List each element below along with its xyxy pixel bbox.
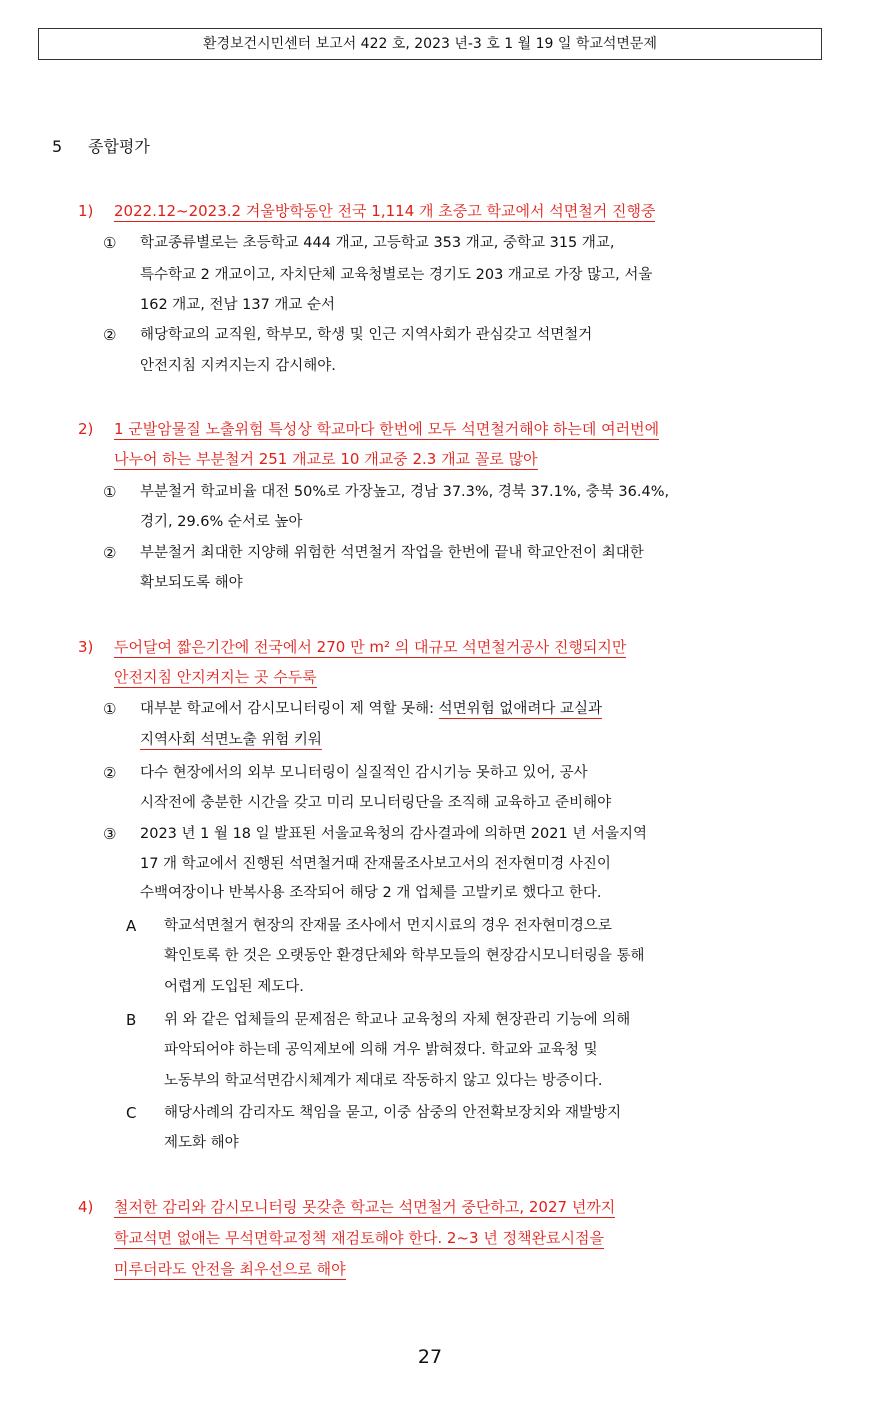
item-3-sub-1-line: [140, 728, 322, 752]
item-3-letter-b-line: 위 와 같은 업체들의 문제점은 학교나 교육청의 자체 현장관리 기능에 의해: [164, 1012, 631, 1028]
item-3-sub-3-line: 17 개 학교에서 진행된 석면철거때 잔재물조사보고서의 전자현미경 사진이: [140, 856, 611, 872]
item-2-sub-2-marker: ②: [103, 544, 117, 562]
section-heading: [52, 136, 150, 158]
item-3-sub-1-line: [140, 697, 602, 721]
item-3-letter-a-line: 확인토록 한 것은 오랫동안 환경단체와 학부모들의 현장감시모니터링을 통해: [164, 948, 645, 964]
item-3-headline-line: 안전지침 안지켜지는 곳 수두룩: [114, 668, 317, 686]
item-2-sub-2-line: 확보되도록 해야: [140, 575, 243, 591]
item-1-sub-2-line: 해당학교의 교직원, 학부모, 학생 및 인근 지역사회가 관심갖고 석면철거: [140, 327, 593, 343]
item-2-sub-2-line: 부분철거 최대한 지양해 위험한 석면철거 작업을 한번에 끝내 학교안전이 최대한: [140, 545, 644, 561]
item-3-sub-1-text: 대부분 학교에서 감시모니터링이 제 역할 못해:: [140, 701, 439, 717]
item-2-number: 2): [78, 420, 94, 438]
item-4-headline: [114, 1257, 346, 1281]
item-3-letter-a-line: 어렵게 도입된 제도다.: [164, 979, 304, 995]
item-1-headline: [114, 199, 655, 223]
item-4-number: 4): [78, 1198, 94, 1216]
item-4-headline: [114, 1226, 604, 1250]
item-2-headline: [114, 447, 538, 471]
report-header-title: 환경보건시민센터 보고서 422 호, 2023 년-3 호 1 월 19 일 학교석면문제: [203, 36, 657, 52]
section-title: 종합평가: [88, 137, 150, 156]
item-3-sub-2-line: 시작전에 충분한 시간을 갖고 미리 모니터링단을 조직해 교육하고 준비해야: [140, 795, 612, 811]
item-2-headline-line: 나누어 하는 부분철거 251 개교로 10 개교중 2.3 개교 꼴로 많아: [114, 450, 538, 468]
item-3-sub-2-marker: ②: [103, 764, 117, 782]
item-3-letter-b-line: 파악되어야 하는데 공익제보에 의해 겨우 밝혀졌다. 학교와 교육청 및: [164, 1042, 598, 1058]
item-2-headline-line: 1 군발암물질 노출위험 특성상 학교마다 한번에 모두 석면철거해야 하는데 여러번에: [114, 420, 660, 438]
item-4-headline-line: 학교석면 없애는 무석면학교정책 재검토해야 한다. 2~3 년 정책완료시점을: [114, 1229, 605, 1247]
page-number: 27: [417, 1346, 443, 1368]
item-3-letter-b-line: 노동부의 학교석면감시체계가 제대로 작동하지 않고 있다는 방증이다.: [164, 1073, 603, 1089]
item-4-headline-line: 철저한 감리와 감시모니터링 못갖춘 학교는 석면철거 중단하고, 2027 년까지: [114, 1198, 616, 1216]
item-3-sub-3-line: 2023 년 1 월 18 일 발표된 서울교육청의 감사결과에 의하면 2021 년 서울지역: [140, 826, 647, 842]
item-1-number: 1): [78, 202, 94, 220]
item-3-number: 3): [78, 638, 94, 656]
item-3-headline: [114, 665, 317, 689]
item-3-letter-b-marker: B: [126, 1011, 137, 1029]
item-3-letter-c-line: 해당사례의 감리자도 책임을 묻고, 이중 삼중의 안전확보장치와 재발방지: [164, 1105, 622, 1121]
item-3-letter-c-marker: C: [126, 1104, 137, 1122]
item-3-letter-c-line: 제도화 해야: [164, 1135, 239, 1151]
item-2-sub-1-line: 경기, 29.6% 순서로 높아: [140, 514, 303, 530]
item-3-letter-a-line: 학교석면철거 현장의 잔재물 조사에서 먼지시료의 경우 전자현미경으로: [164, 918, 612, 934]
item-1-sub-1-line: 특수학교 2 개교이고, 자치단체 교육청별로는 경기도 203 개교로 가장 많고, 서울: [140, 267, 653, 283]
item-1-sub-2-marker: ②: [103, 326, 117, 344]
item-2-sub-1-marker: ①: [103, 483, 117, 501]
section-number: 5: [52, 137, 63, 156]
report-header: [38, 28, 822, 60]
item-2-sub-1-line: 부분철거 학교비율 대전 50%로 가장높고, 경남 37.3%, 경북 37.1%, 충북 36.4%,: [140, 484, 670, 500]
item-3-letter-a-marker: A: [126, 917, 137, 935]
item-1-sub-1-marker: ①: [103, 234, 117, 252]
item-3-sub-1-marker: ①: [103, 700, 117, 718]
item-2-headline: [114, 417, 659, 441]
item-1-sub-1-line: 학교종류별로는 초등학교 444 개교, 고등학교 353 개교, 중학교 315 개교,: [140, 235, 615, 251]
item-4-headline-line: 미루더라도 안전을 최우선으로 해야: [114, 1260, 346, 1278]
item-3-sub-3-line: 수백여장이나 반복사용 조작되어 해당 2 개 업체를 고발키로 했다고 한다.: [140, 885, 602, 901]
item-3-sub-2-line: 다수 현장에서의 외부 모니터링이 실질적인 감시기능 못하고 있어, 공사: [140, 765, 588, 781]
item-1-sub-1-line: 162 개교, 전남 137 개교 순서: [140, 297, 336, 313]
item-3-sub-3-marker: ③: [103, 825, 117, 843]
item-4-headline: [114, 1195, 615, 1219]
item-3-headline-line: 두어달여 짧은기간에 전국에서 270 만 m² 의 대규모 석면철거공사 진행되지만: [114, 638, 627, 656]
item-3-headline: [114, 635, 626, 659]
item-1-headline-line: 2022.12~2023.2 겨울방학동안 전국 1,114 개 초중고 학교에서 석면철거 진행중: [114, 202, 656, 220]
item-3-sub-1-underlined: 지역사회 석면노출 위험 키워: [140, 732, 322, 748]
item-3-sub-1-underlined: 석면위험 없애려다 교실과: [438, 701, 602, 717]
item-1-sub-2-line: 안전지침 지켜지는지 감시해야.: [140, 358, 336, 374]
